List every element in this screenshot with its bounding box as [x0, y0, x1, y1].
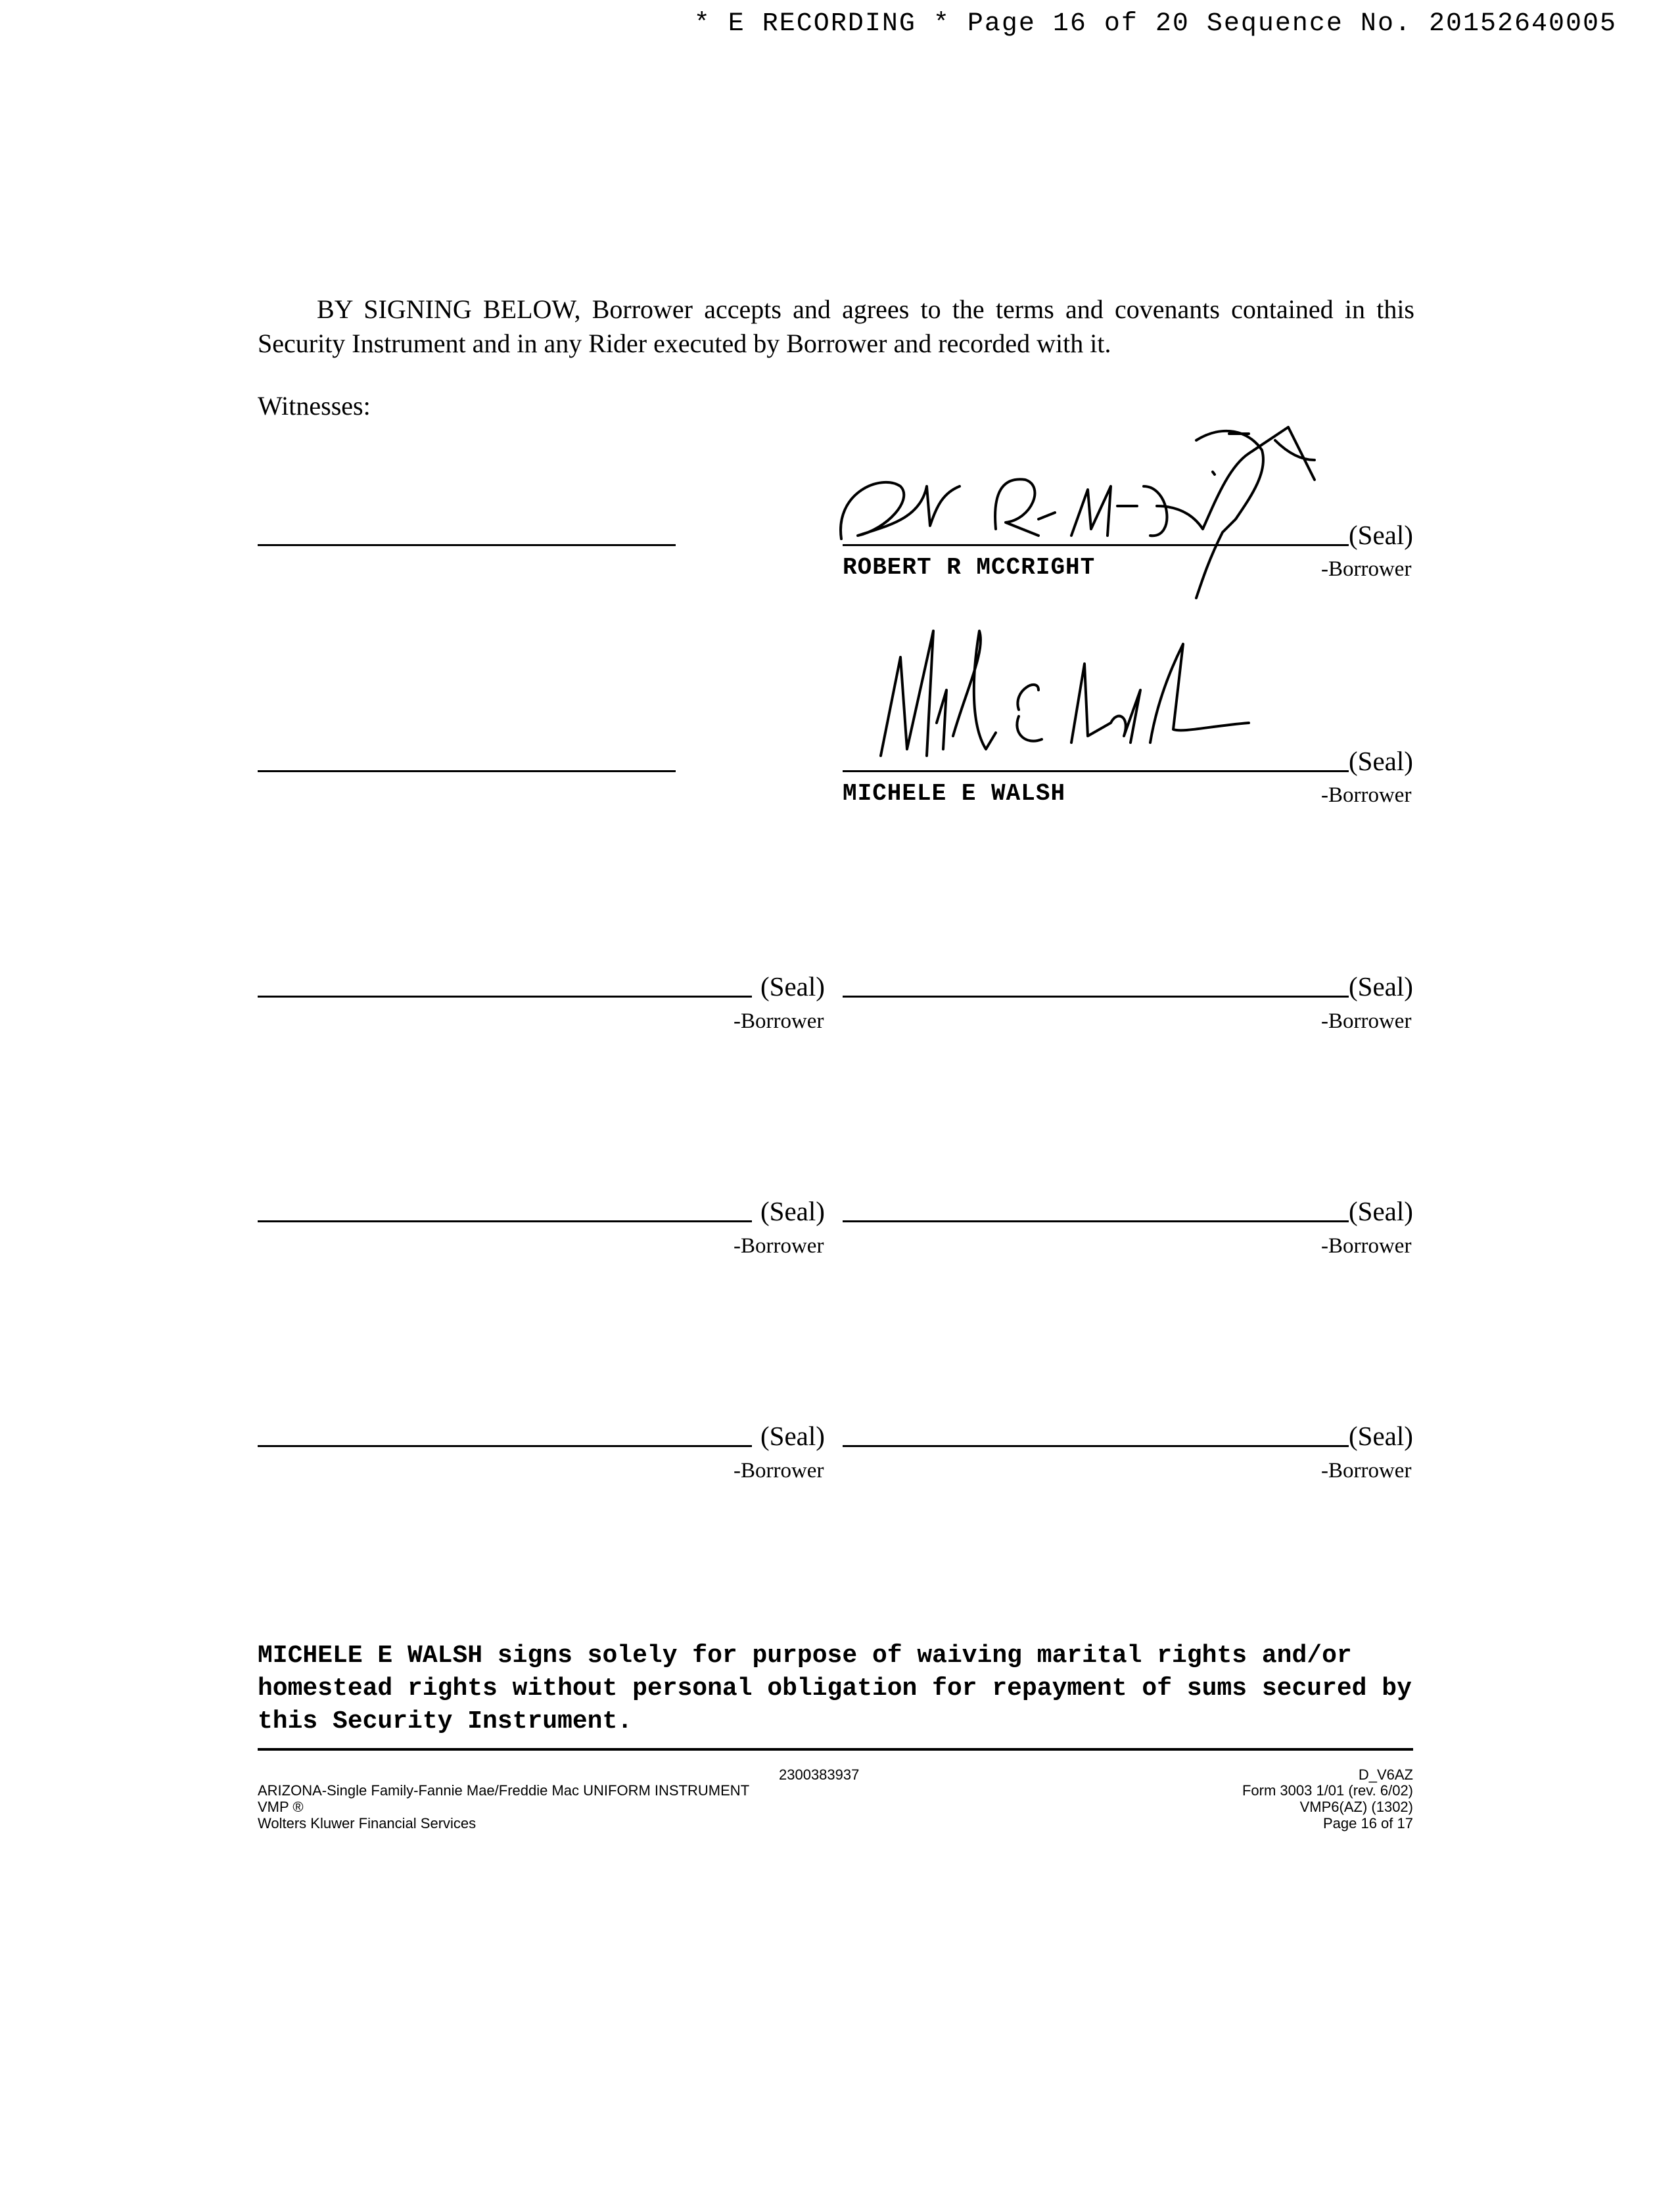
borrower-signature-line-blank — [843, 1445, 1349, 1447]
role-label: -Borrower — [734, 1009, 824, 1033]
borrower-signature-line-blank — [258, 996, 752, 998]
vmp-mark: VMP ® — [258, 1799, 304, 1815]
role-label: -Borrower — [1321, 1234, 1412, 1258]
loan-number: 2300383937 — [779, 1766, 860, 1783]
role-label: -Borrower — [734, 1459, 824, 1483]
seal-label: (Seal) — [1349, 971, 1413, 1002]
seal-label: (Seal) — [760, 1196, 825, 1226]
recording-header: * E RECORDING * Page 16 of 20 Sequence No. 20152640005 — [693, 9, 1617, 39]
signing-statement — [258, 292, 1414, 361]
seal-label: (Seal) — [760, 971, 825, 1002]
witness-signature-line-1 — [258, 544, 676, 546]
borrower-signature-line-michele — [843, 770, 1349, 772]
signing-statement-body: Borrower accepts and agrees to the terms and covenants contained in this Security Instrument and in any Rider executed by Borrower and recorded with it. — [258, 294, 1414, 358]
borrower-signature-robert — [828, 414, 1341, 611]
signing-statement-lead: BY SIGNING BELOW, — [317, 294, 581, 324]
seal-label: (Seal) — [1349, 1196, 1413, 1226]
signer-name-robert: ROBERT R MCCRIGHT — [843, 554, 1096, 581]
marital-rights-waiver: MICHELE E WALSH signs solely for purpose of waiving marital rights and/or homestead rights without personal obligation for repayment of sums secured by this Security Instrument. — [258, 1642, 1412, 1736]
vmp-form-code: VMP6(AZ) (1302) — [1299, 1799, 1413, 1815]
instrument-title: ARIZONA-Single Family-Fannie Mae/Freddie Mac UNIFORM INSTRUMENT — [258, 1782, 750, 1799]
form-number: Form 3003 1/01 (rev. 6/02) — [1242, 1782, 1413, 1799]
borrower-signature-line-blank — [258, 1445, 752, 1447]
borrower-signature-line-blank — [843, 1220, 1349, 1222]
role-label: -Borrower — [1321, 783, 1412, 807]
document-code: D_V6AZ — [1358, 1766, 1413, 1783]
borrower-signature-michele — [854, 591, 1275, 775]
seal-label: (Seal) — [1349, 746, 1413, 776]
witness-signature-line-2 — [258, 770, 676, 772]
publisher-name: Wolters Kluwer Financial Services — [258, 1815, 477, 1832]
seal-label: (Seal) — [760, 1421, 825, 1451]
seal-label: (Seal) — [1349, 1421, 1413, 1451]
signer-name-michele: MICHELE E WALSH — [843, 780, 1066, 807]
seal-label: (Seal) — [1349, 520, 1413, 550]
footer-divider — [258, 1748, 1413, 1751]
role-label: -Borrower — [1321, 1459, 1412, 1483]
page-number: Page 16 of 17 — [1322, 1815, 1413, 1832]
role-label: -Borrower — [1321, 557, 1412, 581]
borrower-signature-line-robert — [843, 544, 1349, 546]
borrower-signature-line-blank — [258, 1220, 752, 1222]
borrower-signature-line-blank — [843, 996, 1349, 998]
role-label: -Borrower — [1321, 1009, 1412, 1033]
witnesses-label: Witnesses: — [258, 391, 371, 421]
role-label: -Borrower — [734, 1234, 824, 1258]
